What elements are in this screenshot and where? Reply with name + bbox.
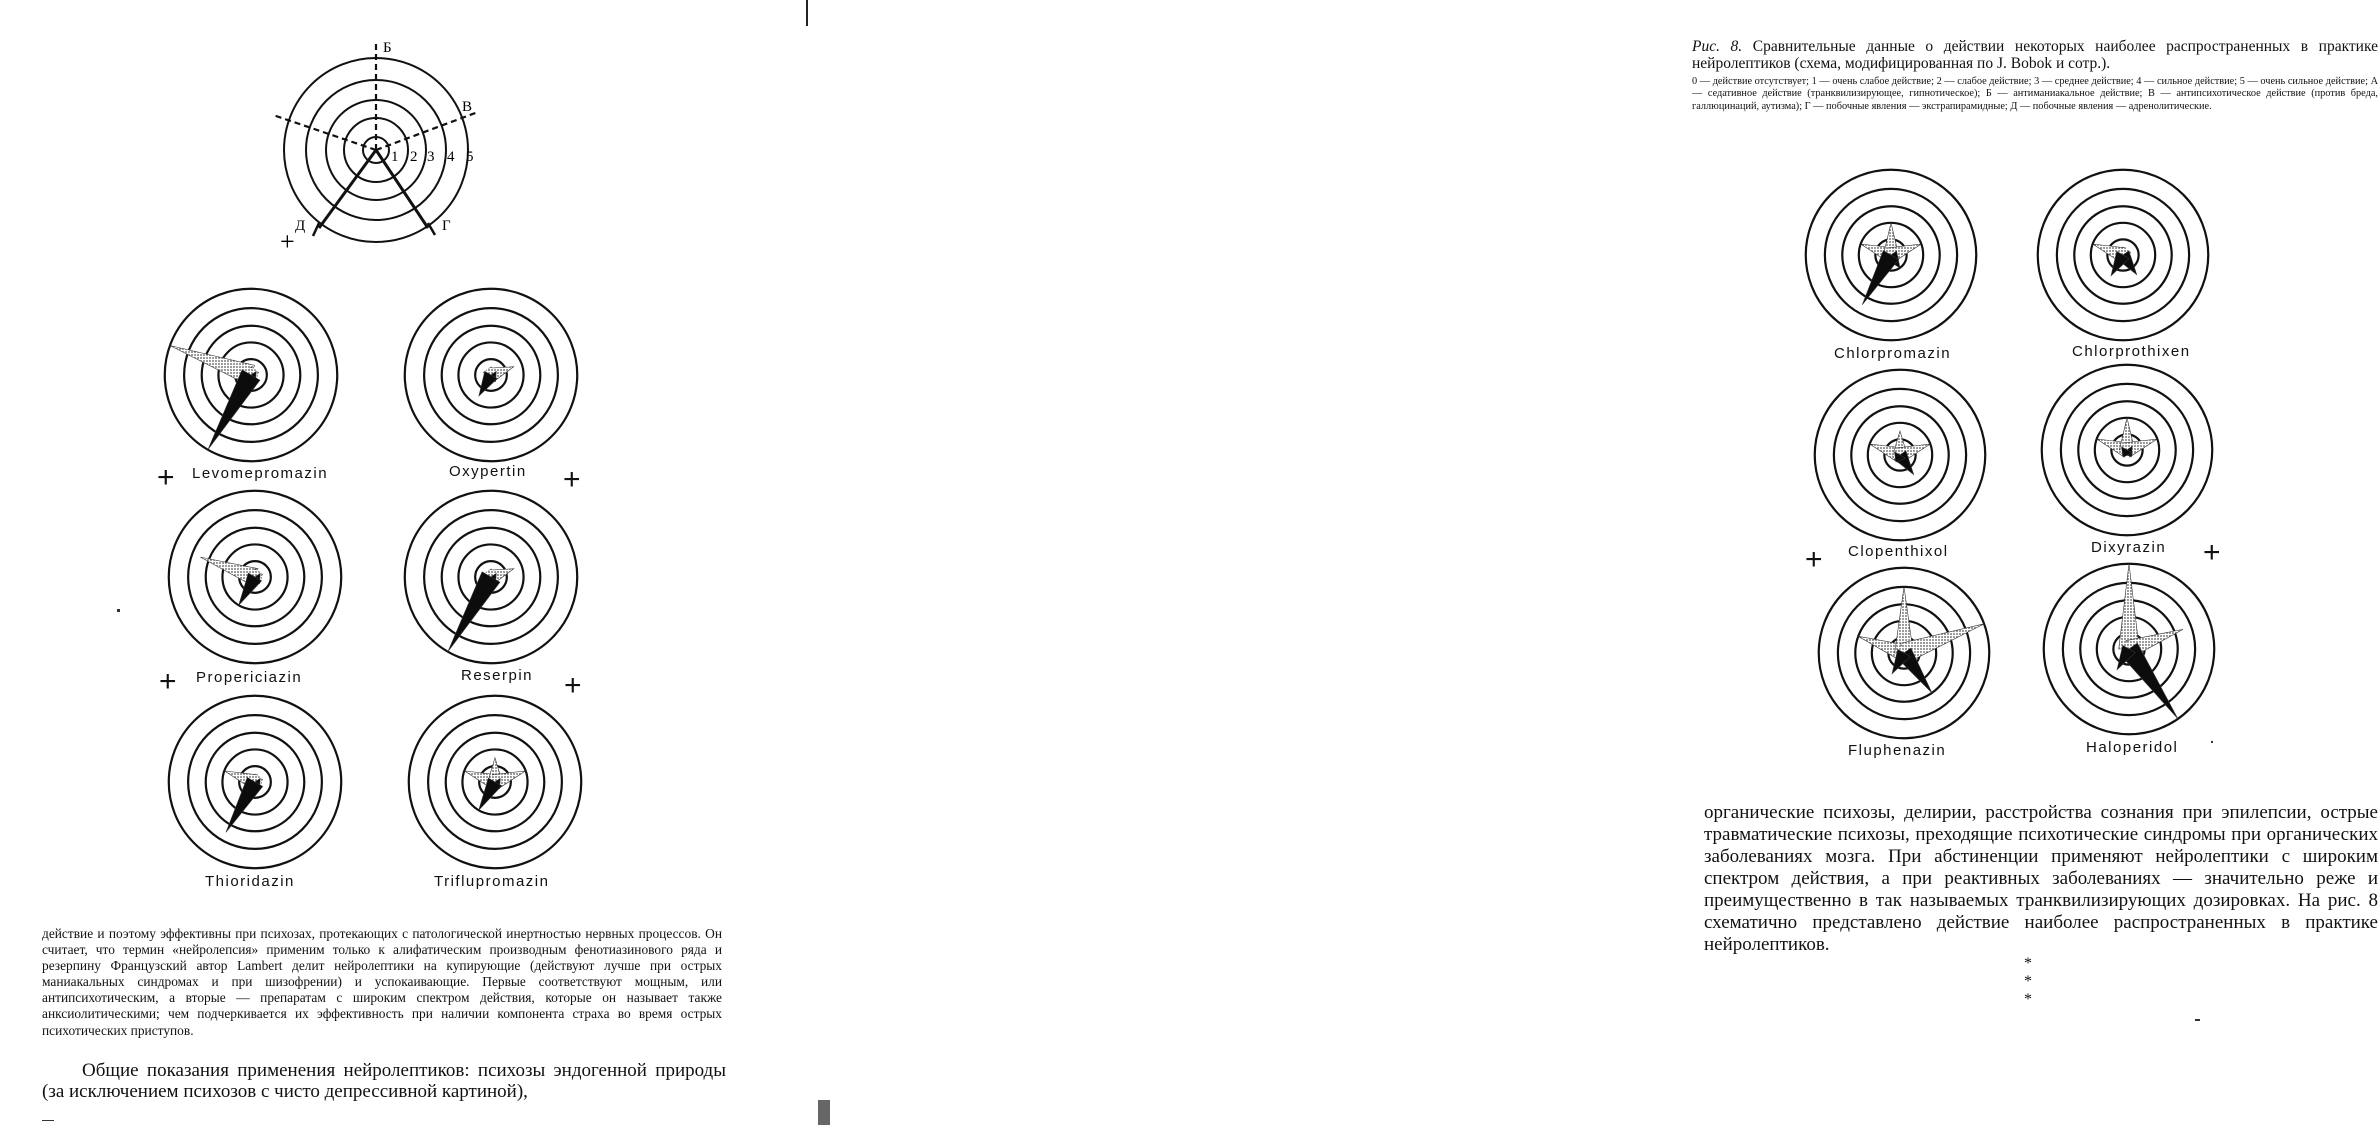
ring-number: 4 [447, 149, 455, 165]
scan-speck [42, 1120, 54, 1121]
chart-label-triflupromazin: Triflupromazin [434, 873, 550, 890]
key-diagram [270, 30, 500, 255]
chart-dixyrazin [2038, 361, 2216, 539]
section-asterisms: * * * [2024, 955, 2036, 1008]
chart-chlorpromazin [1802, 166, 1980, 344]
chart-label-chlorprothixen: Chlorprothixen [2072, 343, 2191, 360]
chart-label-oxypertin: Oxypertin [449, 463, 527, 480]
chart-fluphenazin [1815, 564, 1993, 742]
scan-speck [2211, 741, 2213, 743]
body-text-large: Общие показания применения нейролептиков: психозы эндогенной природы (за исключением психозов с чисто депрессивной картиной), [42, 1060, 726, 1102]
axis-label-b: Б [383, 40, 392, 56]
chart-oxypertin [401, 285, 581, 465]
chart-levomepromazin [161, 285, 341, 465]
body-text-right: органические психозы, делирии, расстройства сознания при эпилепсии, острые травматические психозы, преходящие психотические синдромы при органических заболеваниях мозга. При абстиненции применяют нейролептики с широким спектром действия, а при реактивных заболеваниях — значительно реже и преимущественно в так называемых транквилизирующих дозировках. На рис. 8 схематично представлено действие наиболее распространенных в практике нейролептиков. [1704, 802, 2378, 955]
chart-label-chlorpromazin: Chlorpromazin [1834, 345, 1952, 362]
plus-marker: + [159, 665, 177, 698]
ring-number: 2 [410, 149, 418, 165]
chart-spike-b [2119, 564, 2140, 649]
chart-triflupromazin [405, 692, 585, 872]
axis-label-g: Г [442, 218, 451, 234]
ring-number: 5 [466, 149, 474, 165]
chart-label-haloperidol: Haloperidol [2086, 739, 2179, 756]
plus-marker: + [563, 463, 581, 496]
axis-label-v: В [462, 99, 473, 115]
chart-propericiazin [165, 487, 345, 667]
chart-thioridazin [165, 692, 345, 872]
left-page [0, 0, 800, 1125]
plus-marker: + [157, 461, 175, 494]
chart-label-dixyrazin: Dixyrazin [2091, 539, 2167, 556]
chart-label-clopenthixol: Clopenthixol [1848, 543, 1949, 560]
plus-marker: + [1805, 543, 1823, 576]
caption-legend: 0 — действие отсутствует; 1 — очень слабое действие; 2 — слабое действие; 3 — среднее действие; 4 — сильное действие; 5 — очень сильное действие; А — седативное действие (транквилизирующее, гипнотическое); Б — антиманиакальное действие; В — антипсихотическое действие (против бреда, галлюцинаций, аутизма); Г — побочные явления — экстрапирамидные; Д — побочные явления — адренолитические. [1692, 76, 2378, 112]
figure-number: Рис. 8. [1692, 38, 1743, 55]
scan-speck [117, 609, 120, 612]
chart-chlorprothixen [2034, 166, 2212, 344]
plus-marker: + [2203, 536, 2221, 569]
chart-label-levomepromazin: Levomepromazin [192, 465, 329, 482]
scan-speck [818, 1100, 830, 1125]
ring-number: 3 [427, 149, 435, 165]
body-text-small: действие и поэтому эффективны при психозах, протекающих с патологической инертностью нервных процессов. Он считает, что термин «нейролепсия» применим только к алифатическим производным фенотиазинового ряда и резерпину Французский автор Lambert делит нейролептики на купирующие (действуют лучше при острых маниакальных синдромах и при шизофрении) и успокаивающие. Первые соответствуют мощным, или антипсихотическим, а вторые — препаратам с широким спектром действия, которые он называет также анксиолитическими; чем подчеркивается их эффективность при наличии компонента страха во время острых психотических приступов. [42, 926, 722, 1038]
chart-label-propericiazin: Propericiazin [196, 669, 303, 686]
chart-label-reserpin: Reserpin [461, 667, 534, 684]
chart-reserpin [401, 487, 581, 667]
caption-title-text: Сравнительные данные о действии некоторых наиболее распространенных в практике нейролептиков (схема, модифицированная по J. Bobok и сотр.). [1692, 38, 2378, 72]
axis-label-d: Д [295, 218, 306, 234]
chart-haloperidol [2040, 560, 2218, 738]
chart-clopenthixol [1811, 366, 1989, 544]
chart-label-fluphenazin: Fluphenazin [1848, 742, 1947, 759]
key-plus-marker: + [280, 227, 295, 256]
figure-caption [1692, 38, 2378, 113]
caption-title [1692, 38, 2378, 72]
right-page [800, 0, 2378, 1125]
chart-label-thioridazin: Thioridazin [205, 873, 295, 890]
ring-number: 1 [391, 149, 399, 165]
plus-marker: + [564, 669, 582, 702]
scan-speck [2195, 1019, 2200, 1021]
